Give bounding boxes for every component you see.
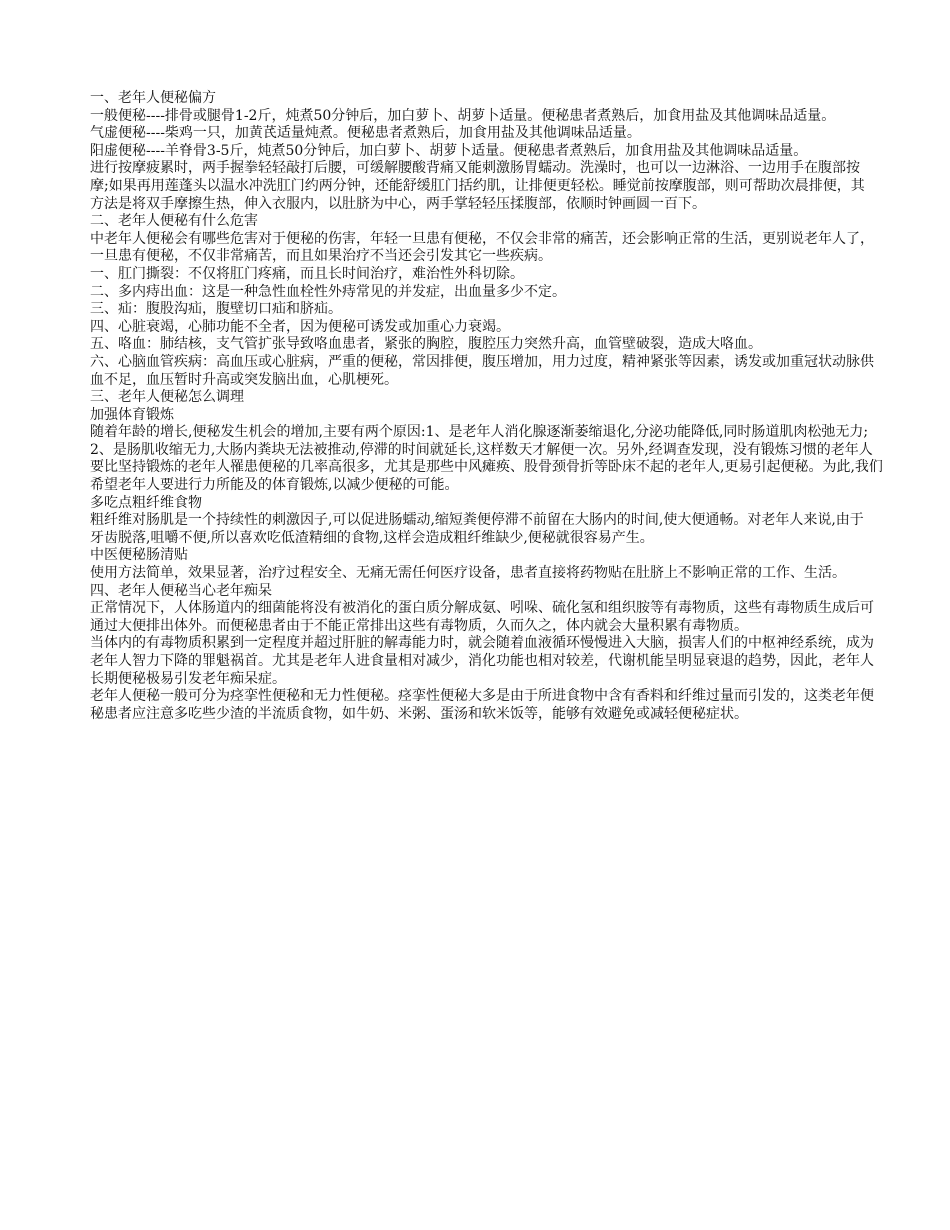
heading-remedies: 一、老年人便秘偏方	[90, 90, 216, 106]
heading-harms: 二、老年人便秘有什么危害	[90, 213, 258, 230]
paragraph-types: 老年人便秘一般可分为痉挛性便秘和无力性便秘。痉挛性便秘大多是由于所进食物中含有香料和纤维过量而引发的，这类老年便秘患者应注意多吃些少渣的半流质食物，如牛奶、米粥、蛋汤和软米饭等，能够有效避免或减轻便秘症状。	[90, 688, 874, 722]
paragraph-exercise: 随着年龄的增长,便秘发生机会的增加,主要有两个原因:1、是老年人消化腺逐渐萎缩退化,分泌功能降低,同时肠道肌肉松弛无力;2、是肠肌收缩无力,大肠内粪块无法被推动,停滞的时间就延长,这样数天才解便一次。另外,经调查发现，没有锻炼习惯的老年人要比坚持锻炼的老年人罹患便秘的几率高很多，尤其是那些中风瘫痪、股骨颈骨折等卧床不起的老年人,更易引起便秘。为此,我们希望老年人要进行力所能及的体育锻炼,以减少便秘的可能。	[90, 424, 883, 494]
paragraph-yang-deficiency: 阳虚便秘----羊脊骨3-5斤，炖煮50分钟后，加白萝卜、胡萝卜适量。便秘患者煮熟后，加食用盐及其他调味品适量。	[90, 142, 808, 159]
paragraph-massage: 进行按摩疲累时，两手握拳轻轻敲打后腰，可缓解腰酸背痛又能刺激肠胃蠕动。洗澡时，也可以一边淋浴、一边用手在腹部按摩;如果再用莲蓬头以温水冲洗肛门约两分钟，还能舒缓肛门括约肌，让排便更轻松。睡觉前按摩腹部，则可帮助次晨排便，其方法是将双手摩擦生热，伸入衣服内，以肚脐为中心，两手掌轻轻压揉腹部，依顺时钟画圆一百下。	[90, 160, 865, 212]
paragraph-brain: 当体内的有毒物质积累到一定程度并超过肝脏的解毒能力时，就会随着血液循环慢慢进入大脑，损害人们的中枢神经系统，成为老年人智力下降的罪魁祸首。尤其是老年人进食量相对减少，消化功能也相对较差，代谢机能呈明显衰退的趋势，因此，老年人长期便秘极易引发老年痴呆症。	[90, 635, 874, 687]
list-item-hemorrhoid-bleeding: 二、多内痔出血：这是一种急性血栓性外痔常见的并发症，出血量多少不定。	[90, 283, 566, 300]
list-item-heart-failure: 四、心脏衰竭，心肺功能不全者，因为便秘可诱发或加重心力衰竭。	[90, 318, 510, 335]
paragraph-qi-deficiency: 气虚便秘----柴鸡一只，加黄芪适量炖煮。便秘患者煮熟后，加食用盐及其他调味品适量。	[90, 125, 641, 142]
list-item-hernia: 三、疝：腹股沟疝，腹壁切口疝和脐疝。	[90, 301, 342, 318]
subheading-fiber: 多吃点粗纤维食物	[90, 494, 202, 511]
list-item-cardiovascular: 六、心脑血管疾病：高血压或心脏病，严重的便秘，常因排便，腹压增加，用力过度，精神紧张等因素，诱发或加重冠状动脉供血不足，血压暂时升高或突发脑出血，心肌梗死。	[90, 353, 874, 388]
heading-conditioning: 三、老年人便秘怎么调理	[90, 389, 244, 406]
paragraph-fiber: 粗纤维对肠肌是一个持续性的刺激因子,可以促进肠蠕动,缩短粪便停滞不前留在大肠内的时间,使大便通畅。对老年人来说,由于牙齿脱落,咀嚼不便,所以喜欢吃低渣精细的食物,这样会造成粗纤维缺少,便秘就很容易产生。	[90, 512, 864, 546]
paragraph-general-constipation: 一般便秘----排骨或腿骨1-2斤，炖煮50分钟后，加白萝卜、胡萝卜适量。便秘患者煮熟后，加食用盐及其他调味品适量。	[90, 107, 836, 124]
heading-dementia: 四、老年人便秘当心老年痴呆	[90, 582, 272, 599]
list-item-hemoptysis: 五、咯血：肺结核，支气管扩张导致咯血患者，紧张的胸腔，腹腔压力突然升高，血管壁破裂，造成大咯血。	[90, 336, 762, 353]
paragraph-toxins: 正常情况下，人体肠道内的细菌能将没有被消化的蛋白质分解成氨、吲哚、硫化氢和组织胺等有毒物质，这些有毒物质生成后可通过大便排出体外。而便秘患者由于不能正常排出这些有毒物质，久而久之，体内就会大量积累有毒物质。	[90, 600, 874, 634]
document-body	[90, 90, 883, 723]
list-item-anal-fissure: 一、肛门撕裂：不仅将肛门疼痛，而且长时间治疗，难治性外科切除。	[90, 265, 524, 282]
subheading-patch: 中医便秘肠清贴	[90, 547, 188, 564]
paragraph-harms-intro: 中老年人便秘会有哪些危害对于便秘的伤害，年轻一旦患有便秘，不仅会非常的痛苦，还会影响正常的生活，更别说老年人了，一旦患有便秘，不仅非常痛苦，而且如果治疗不当还会引发其它一些疾病。	[90, 230, 874, 265]
subheading-exercise: 加强体育锻炼	[90, 406, 174, 423]
paragraph-patch: 使用方法简单，效果显著，治疗过程安全、无痛无需任何医疗设备，患者直接将药物贴在肚脐上不影响正常的工作、生活。	[90, 565, 846, 582]
